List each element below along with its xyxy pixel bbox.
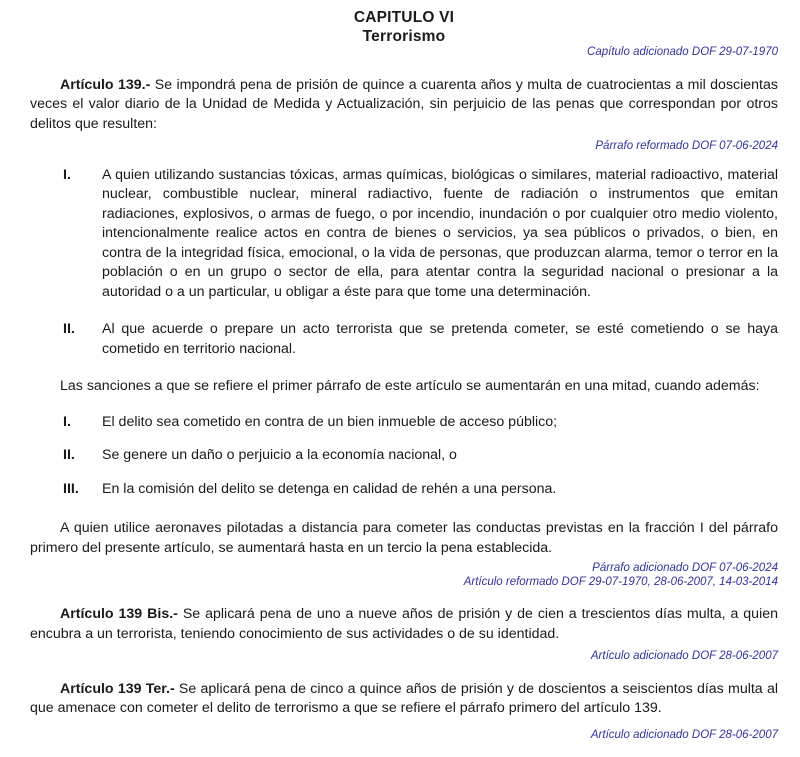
article-139-ter-label: Artículo 139 Ter.- — [60, 680, 175, 697]
article-139-bis-annotation-block — [30, 650, 778, 664]
article-139-ter-annotation-block — [30, 729, 778, 743]
fraction-marker: II. — [63, 321, 75, 337]
fraction-text: Al que acuerde o prepare un acto terrorista que se pretenda cometer, se esté cometiendo o se haya cometido en territorio nacional. — [102, 321, 778, 357]
fraction-item — [30, 166, 778, 303]
article-139-paragraph — [30, 76, 778, 135]
article-139-annotation: Párrafo reformado DOF 07-06-2024 — [595, 140, 778, 152]
article-139-ter-text: Se aplicará pena de cinco a quince años de prisión y de doscientos a seiscientos días multa al que amenace con cometer el delito de terrorismo a que se refiere el párrafo primero del artículo 139. — [30, 680, 778, 716]
chapter-heading — [30, 0, 778, 46]
article-139-bis-label: Artículo 139 Bis.- — [60, 606, 178, 622]
increase-fraction-item — [30, 413, 778, 433]
drone-annotation-reformed: Artículo reformado DOF 29-07-1970, 28-06-2007, 14-03-2014 — [463, 575, 778, 588]
increase-fraction-marker: III. — [63, 480, 79, 497]
chapter-number: CAPITULO VI — [353, 9, 455, 26]
increase-fraction-text: En la comisión del delito se detenga en calidad de rehén a una persona. — [102, 480, 557, 497]
increase-fraction-text: Se genere un daño o perjuicio a la economía nacional, o — [102, 447, 457, 463]
article-139-ter-annotation: Artículo adicionado DOF 28-06-2007 — [590, 728, 778, 741]
increase-fraction-item — [30, 446, 778, 466]
drone-paragraph: A quien utilice aeronaves pilotadas a distancia para cometer las conductas previstas en la fracción I del párrafo primero del presente artículo, se aumentará hasta en un tercio la pena establecida. — [30, 520, 778, 556]
increase-fraction-item — [30, 480, 778, 500]
chapter-annotation-block — [30, 46, 778, 60]
increase-paragraph: Las sanciones a que se refiere el primer párrafo de este artículo se aumentarán en una mitad, cuando además: — [60, 378, 760, 394]
chapter-annotation: Capítulo adicionado DOF 29-07-1970 — [587, 46, 778, 58]
fraction-item — [30, 320, 778, 359]
fraction-marker: I. — [63, 166, 71, 183]
article-139-bis-text: Se aplicará pena de uno a nueve años de prisión y de cien a trescientos días multa, a quien encubra a un terrorista, teniendo conocimiento de sus actividades o de su identidad. — [30, 606, 778, 642]
increase-fraction-text: El delito sea cometido en contra de un bien inmueble de acceso público; — [102, 413, 558, 430]
drone-annotation-block — [30, 562, 778, 589]
fraction-text: A quien utilizando sustancias tóxicas, armas químicas, biológicas o similares, material radioactivo, material nuclear, combustible nuclear, mineral radiactivo, fuente de radiación o instrumentos que emitan radiaciones, explosivos, o armas de fuego, o por incendio, inundación o por cualquier otro medio violento, intencionalmente realice actos en contra de bienes o servicios, ya sea públicos o privados, o bien, en contra de la integridad física, emocional, o la vida de personas, que produzcan alarma, temor o terror en la población o en un grupo o sector de ella, para atentar contra la seguridad nacional o presionar a la autoridad o a un particular, u obligar a éste para que tome una determinación. — [102, 166, 778, 300]
article-139-annotation-block — [30, 140, 778, 154]
article-139-bis-annotation: Artículo adicionado DOF 28-06-2007 — [590, 650, 778, 662]
article-139-ter-paragraph — [30, 680, 778, 719]
article-139-bis-paragraph — [30, 605, 778, 644]
drone-annotation-added: Párrafo adicionado DOF 07-06-2024 — [592, 562, 778, 574]
article-139-label: Artículo 139.- — [60, 76, 151, 93]
article-139-text: Se impondrá pena de prisión de quince a cuarenta años y multa de cuatrocientas a mil doscientas veces el valor diario de la Unidad de Medida y Actualización, sin perjuicio de las penas que correspondan por otros delitos que resulten: — [30, 76, 778, 132]
chapter-title: Terrorismo — [362, 28, 446, 45]
increase-fraction-marker: II. — [63, 447, 75, 463]
increase-fraction-marker: I. — [63, 413, 71, 430]
